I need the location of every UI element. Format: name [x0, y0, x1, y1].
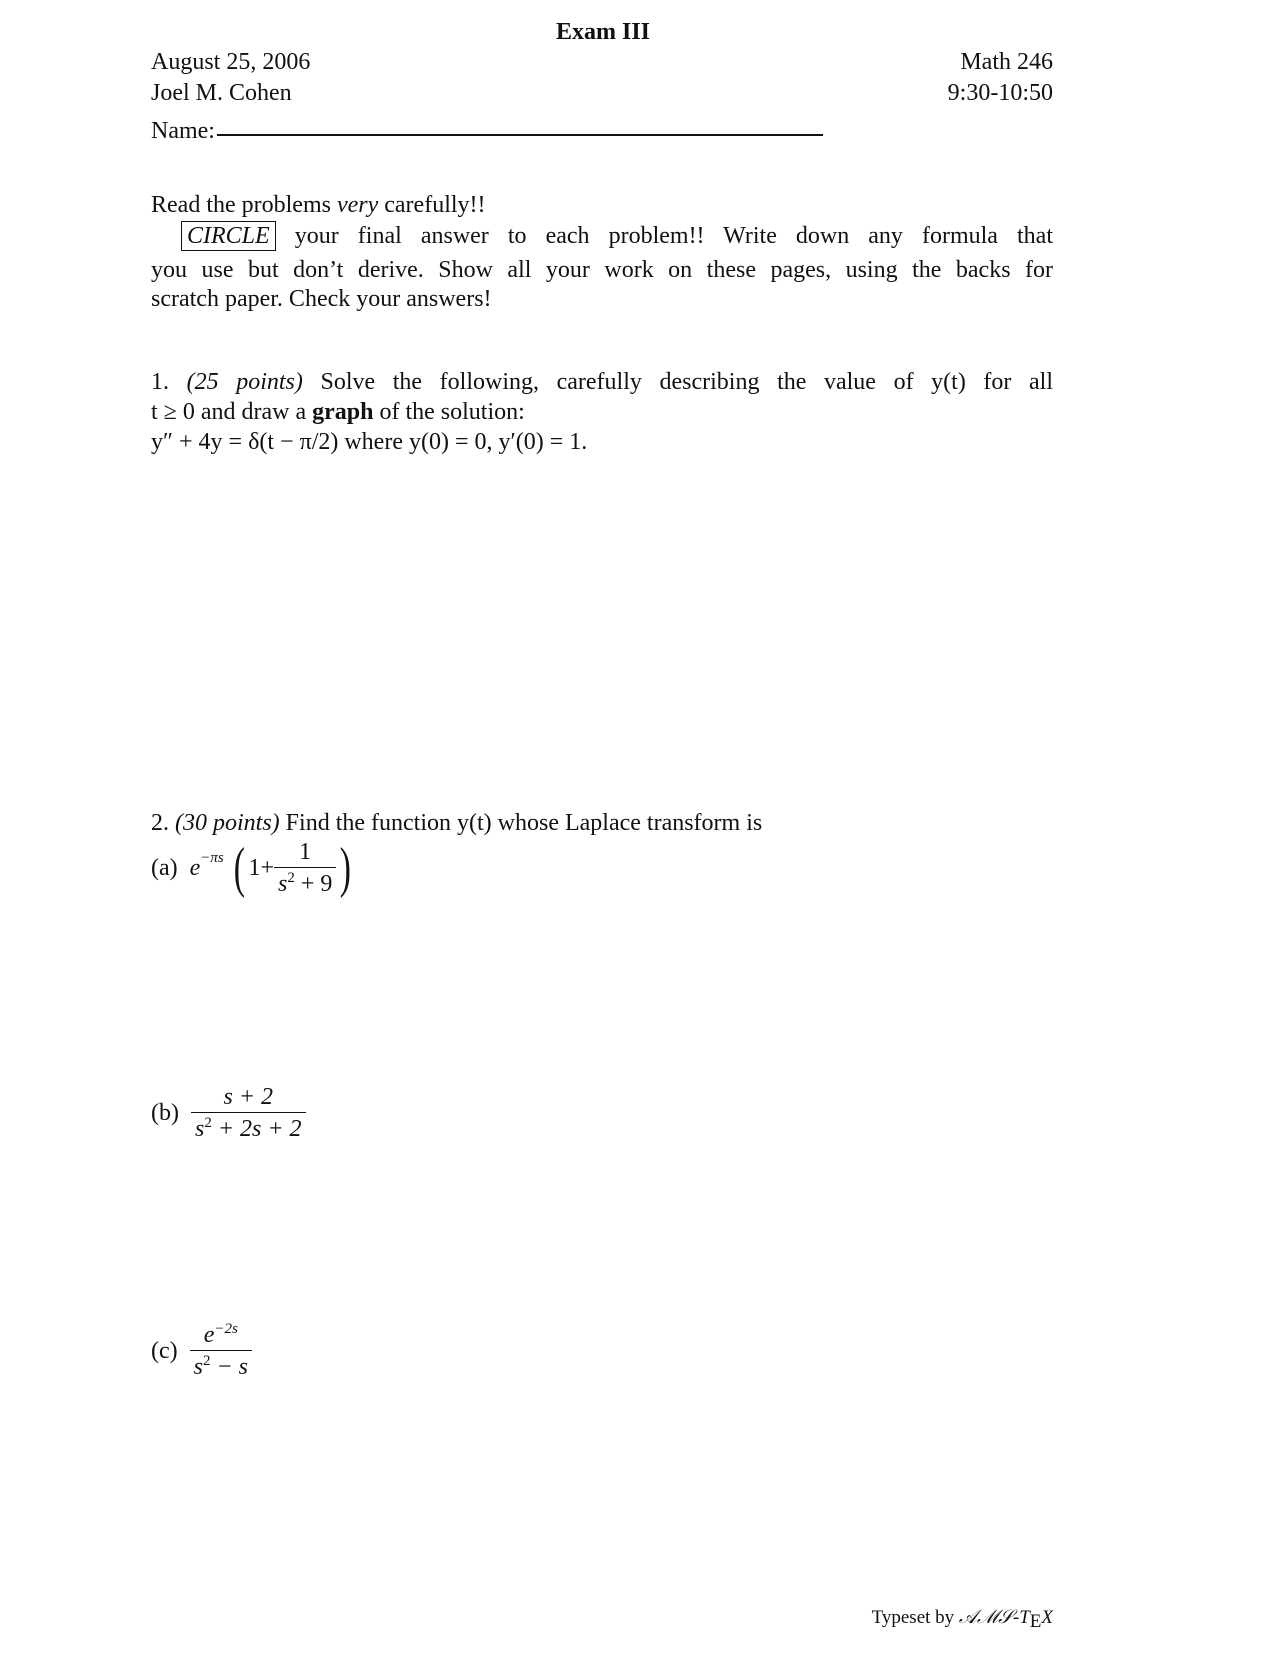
exam-title: Exam III — [555, 19, 651, 45]
problem1-equation: y″ + 4y = δ(t − π/2) where y(0) = 0, y′(0) = 1. — [151, 429, 588, 455]
name-line[interactable] — [217, 134, 823, 136]
problem1-number: 1. — [151, 369, 169, 395]
part-b-fraction — [191, 1085, 306, 1141]
typeset-text: Typeset by — [871, 1607, 955, 1628]
name-label: Name: — [151, 118, 215, 144]
part-b-den-exp: 2 — [204, 1115, 212, 1131]
instructions-line-2 — [181, 224, 1053, 248]
part-a-den-base: s — [277, 871, 288, 897]
part-c-den-exp: 2 — [202, 1353, 211, 1369]
problem2-part-b — [151, 1085, 306, 1141]
course: Math 246 — [960, 49, 1053, 75]
ams-tex-logo: 𝒜ℳ𝒮-TEX — [958, 1607, 1053, 1632]
exam-date: August 25, 2006 — [151, 49, 311, 75]
problem1-line2-post: of the solution: — [373, 399, 525, 425]
instr-pre: Read the problems — [151, 192, 337, 218]
part-c-fraction — [190, 1322, 252, 1379]
part-a-den-exp: 2 — [287, 870, 295, 886]
part-b-num: s + 2 — [223, 1084, 274, 1110]
part-c-label: (c) — [151, 1337, 178, 1364]
exam-time: 9:30-10:50 — [947, 80, 1053, 106]
author: Joel M. Cohen — [151, 80, 292, 106]
part-c-num-base: e — [203, 1322, 215, 1348]
problem1-points: (25 points) — [186, 369, 303, 395]
problem2-header — [151, 811, 762, 835]
right-paren: ) — [340, 837, 352, 899]
problem2-part-a — [151, 837, 355, 899]
instr-line2: your final answer to each problem!! Write down any formula that — [294, 223, 1054, 249]
part-b-den-base: s — [194, 1116, 205, 1142]
part-b-den-rest: + 2s + 2 — [211, 1116, 302, 1142]
instructions-line-1 — [151, 193, 486, 217]
problem2-number: 2. — [151, 810, 169, 836]
part-a-fraction — [274, 840, 336, 896]
problem1-graph: graph — [312, 399, 374, 425]
problem2-points: (30 points) — [175, 810, 280, 836]
problem1-line-2 — [151, 400, 525, 424]
problem1-line-1 — [151, 370, 1053, 394]
problem2-part-c — [151, 1322, 252, 1379]
part-c-den-rest: − s — [210, 1354, 249, 1380]
part-b-label: (b) — [151, 1100, 179, 1126]
instr-post: carefully!! — [378, 192, 486, 218]
part-a-one-plus: 1+ — [248, 855, 274, 881]
left-paren: ( — [233, 837, 245, 899]
footer-typeset — [871, 1607, 1053, 1632]
circle-box: CIRCLE — [181, 221, 276, 251]
problem1-line2-pre: t ≥ 0 and draw a — [151, 399, 313, 425]
part-a-base: e — [189, 855, 201, 881]
part-a-num: 1 — [299, 839, 312, 865]
problem1-text: Solve the following, carefully describing the value of y(t) for all — [320, 369, 1053, 395]
part-a-label: (a) — [151, 855, 178, 881]
part-a-den-rest: + 9 — [294, 871, 333, 897]
part-a-exp: −πs — [200, 849, 224, 866]
instr-em: very — [336, 192, 379, 218]
part-c-den-base: s — [193, 1354, 203, 1380]
problem2-text: Find the function y(t) whose Laplace transform is — [285, 810, 763, 836]
part-c-num-exp: −2s — [214, 1321, 238, 1337]
instructions-line-3: you use but don’t derive. Show all your work on these pages, using the backs for — [151, 257, 1053, 283]
instructions-line-4: scratch paper. Check your answers! — [151, 286, 492, 312]
